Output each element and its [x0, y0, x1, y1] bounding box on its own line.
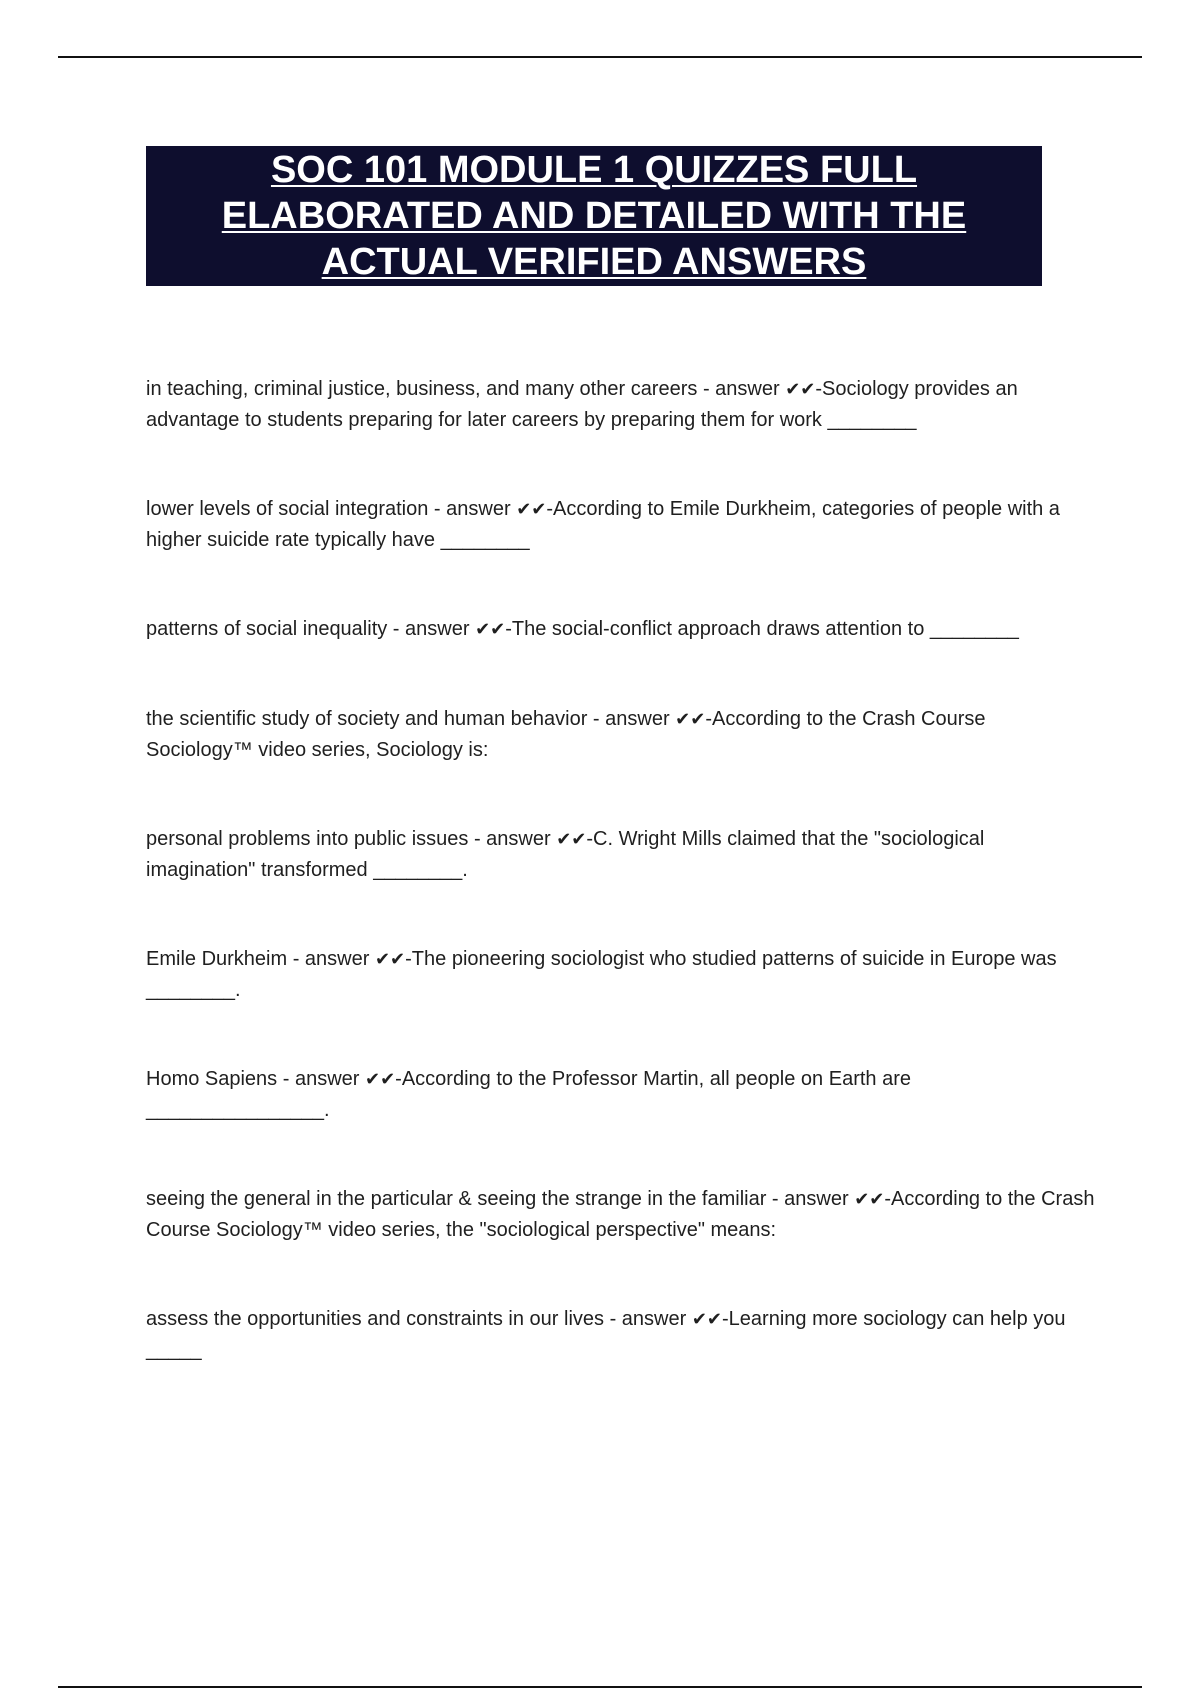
- qa-item: [146, 494, 1096, 614]
- qa-question: -According to the Crash Course Sociology™ video series, the "sociological perspective" means:: [146, 1188, 1095, 1241]
- double-check-icon: ✔✔: [675, 709, 706, 730]
- qa-answer: Homo Sapiens: [146, 1068, 278, 1090]
- footer-rule: [58, 1686, 1142, 1688]
- qa-answer: seeing the general in the particular & seeing the strange in the familiar: [146, 1188, 767, 1210]
- double-check-icon: ✔✔: [365, 1069, 396, 1090]
- qa-question: -Learning more sociology can help you _____: [146, 1308, 1066, 1361]
- qa-item: [146, 614, 1096, 704]
- qa-item: [146, 374, 1096, 494]
- qa-item: [146, 944, 1096, 1064]
- qa-item: [146, 1064, 1096, 1184]
- qa-item: [146, 704, 1096, 824]
- title-banner: [146, 146, 1042, 286]
- qa-separator: - answer: [277, 1068, 365, 1090]
- header-rule: [58, 56, 1142, 58]
- qa-answer: Emile Durkheim: [146, 948, 288, 970]
- qa-question: -The pioneering sociologist who studied patterns of suicide in Europe was ________.: [146, 948, 1057, 1001]
- double-check-icon: ✔✔: [691, 1309, 723, 1330]
- qa-answer: lower levels of social integration: [146, 498, 429, 520]
- qa-separator: - answer: [287, 948, 375, 970]
- qa-answer: personal problems into public issues: [146, 828, 469, 850]
- qa-question: -The social-conflict approach draws attention to ________: [505, 618, 1019, 640]
- qa-separator: - answer: [604, 1308, 692, 1330]
- qa-separator: - answer: [428, 498, 517, 520]
- qa-separator: - answer: [766, 1188, 855, 1210]
- double-check-icon: ✔✔: [516, 499, 547, 520]
- qa-question: -According to Emile Durkheim, categories of people with a higher suicide rate typically have ________: [146, 498, 1060, 551]
- qa-item: [146, 824, 1096, 944]
- qa-list: [146, 374, 1096, 1424]
- double-check-icon: ✔✔: [854, 1189, 885, 1210]
- qa-answer: assess the opportunities and constraints in our lives: [146, 1308, 605, 1330]
- qa-question: -According to the Professor Martin, all people on Earth are ________________.: [146, 1068, 911, 1121]
- qa-separator: - answer: [697, 378, 786, 400]
- qa-item: [146, 1304, 1096, 1424]
- qa-separator: - answer: [587, 708, 676, 730]
- qa-question: -According to the Crash Course Sociology™ video series, Sociology is:: [146, 708, 986, 761]
- qa-separator: - answer: [468, 828, 557, 850]
- qa-answer: in teaching, criminal justice, business, and many other careers: [146, 378, 698, 400]
- qa-question: -Sociology provides an advantage to students preparing for later careers by preparing them for work ________: [146, 378, 1018, 431]
- double-check-icon: ✔✔: [374, 949, 406, 970]
- document-title: SOC 101 MODULE 1 QUIZZES FULL ELABORATED AND DETAILED WITH THE ACTUAL VERIFIED ANSWERS: [221, 149, 967, 283]
- qa-item: [146, 1184, 1096, 1304]
- qa-question: -C. Wright Mills claimed that the "sociological imagination" transformed ________.: [146, 828, 985, 881]
- double-check-icon: ✔✔: [556, 829, 587, 850]
- qa-answer: patterns of social inequality: [146, 618, 388, 640]
- double-check-icon: ✔✔: [475, 619, 506, 640]
- qa-answer: the scientific study of society and human behavior: [146, 708, 588, 730]
- double-check-icon: ✔✔: [785, 379, 816, 400]
- qa-separator: - answer: [387, 618, 476, 640]
